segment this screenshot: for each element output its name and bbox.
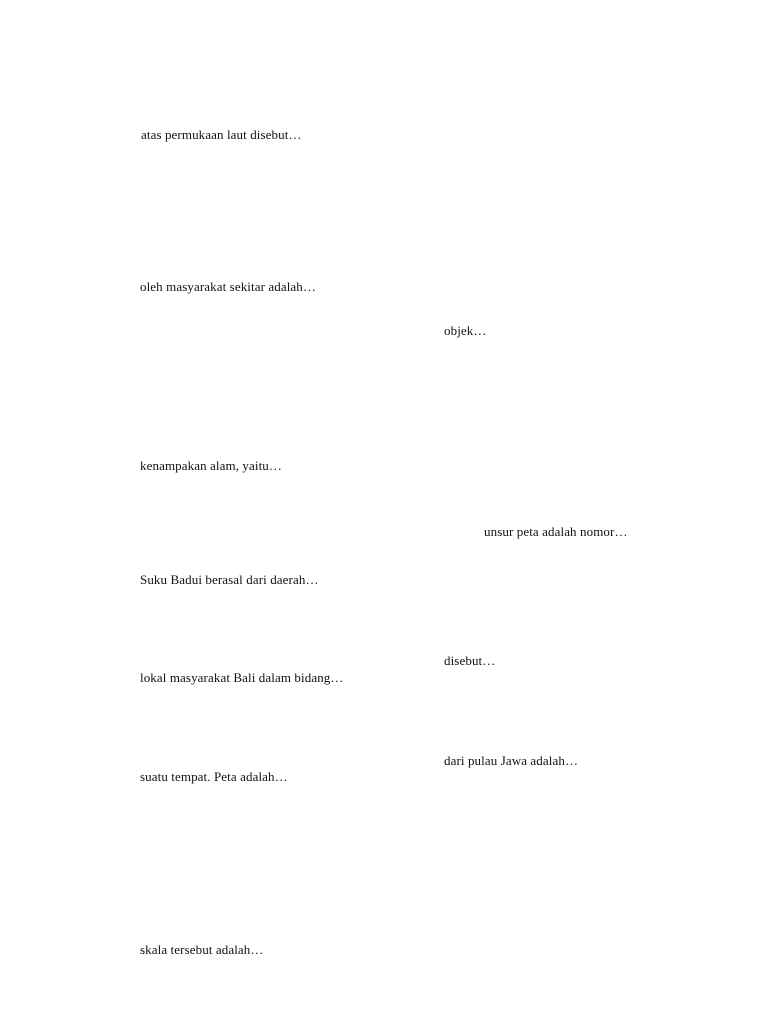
text-fragment: unsur peta adalah nomor…: [484, 524, 628, 539]
text-fragment: oleh masyarakat sekitar adalah…: [140, 279, 316, 294]
text-fragment: kenampakan alam, yaitu…: [140, 458, 282, 473]
text-fragment: objek…: [444, 323, 487, 338]
text-fragment: dari pulau Jawa adalah…: [444, 753, 579, 768]
text-fragment: atas permukaan laut disebut…: [141, 127, 302, 142]
text-fragment: skala tersebut adalah…: [140, 942, 264, 957]
text-fragment: Suku Badui berasal dari daerah…: [140, 572, 319, 587]
text-fragment: lokal masyarakat Bali dalam bidang…: [140, 670, 344, 685]
text-fragment: disebut…: [444, 653, 496, 668]
text-fragment: suatu tempat. Peta adalah…: [140, 769, 288, 784]
